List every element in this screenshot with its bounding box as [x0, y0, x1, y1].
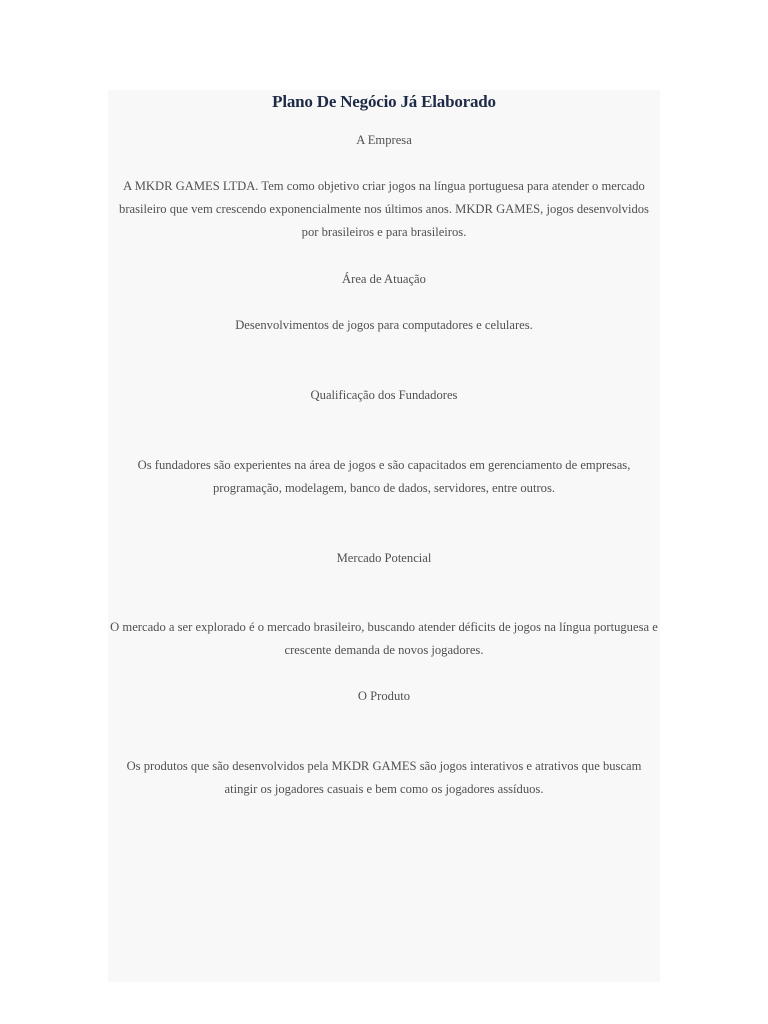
section-heading-qualificacao: Qualificação dos Fundadores	[310, 388, 458, 402]
section-heading-mercado: Mercado Potencial	[336, 551, 432, 565]
section-heading-empresa: A Empresa	[356, 133, 412, 147]
section-text-mercado: O mercado a ser explorado é o mercado brasileiro, buscando atender déficits de jogos na língua portuguesa e crescente demanda de novos jogadores.	[110, 620, 658, 657]
section-text-qualificacao: Os fundadores são experientes na área de jogos e são capacitados em gerenciamento de empresas, programação, modelagem, banco de dados, servidores, entre outros.	[137, 458, 631, 495]
document-title: Plano De Negócio Já Elaborado	[272, 92, 496, 111]
section-text-produto: Os produtos que são desenvolvidos pela MKDR GAMES são jogos interativos e atrativos que buscam atingir os jogadores casuais e bem como os jogadores assíduos.	[126, 759, 642, 796]
section-heading-area: Área de Atuação	[342, 272, 426, 286]
document-page	[108, 90, 660, 982]
section-text-area: Desenvolvimentos de jogos para computadores e celulares.	[235, 318, 533, 332]
section-text-empresa: A MKDR GAMES LTDA. Tem como objetivo criar jogos na língua portuguesa para atender o mercado brasileiro que vem crescendo exponencialmente nos últimos anos. MKDR GAMES, jogos desenvolvidos por brasileiros e para brasileiros.	[119, 179, 649, 239]
section-heading-produto: O Produto	[357, 689, 411, 703]
